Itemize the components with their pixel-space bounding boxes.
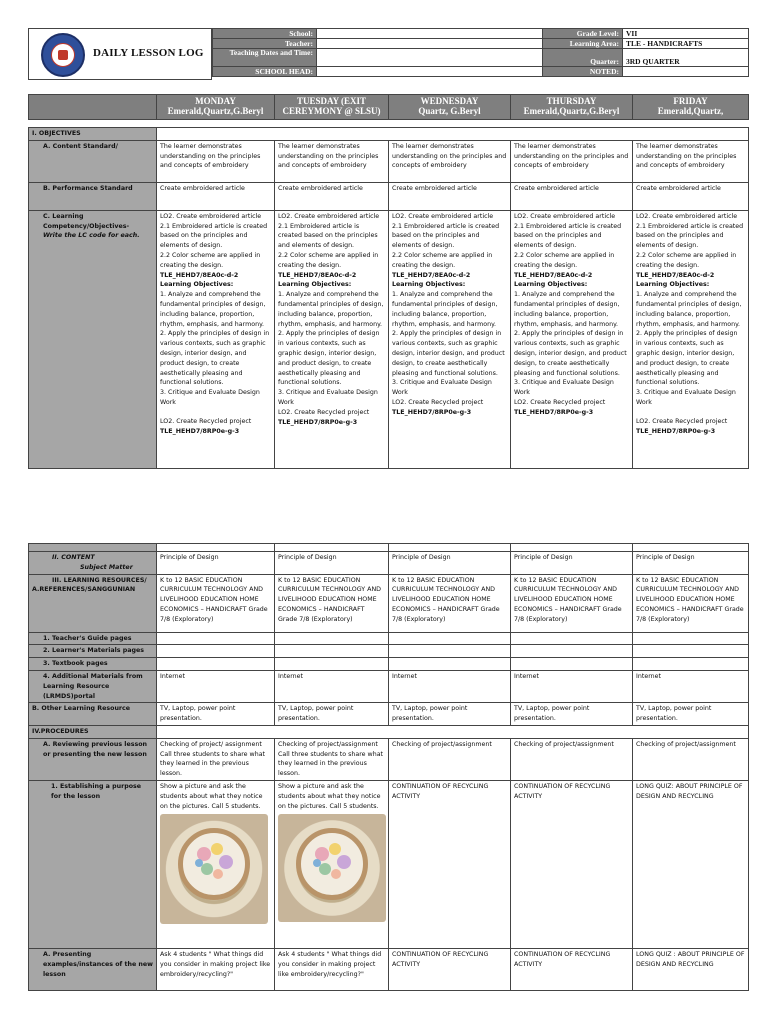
teacher-field[interactable] <box>317 39 543 49</box>
day-header-thursday <box>511 95 633 120</box>
other-resource-cell: TV, Laptop, power point presentation. <box>633 703 749 726</box>
lo2-item: 2.2 Color scheme are applied in creating the design. <box>636 251 737 269</box>
competency-cell-wednesday <box>389 210 511 468</box>
content-label <box>29 552 157 575</box>
presenting-label: A. Presenting examples/instances of the new lesson <box>29 948 157 990</box>
objective-item: 2. Apply the principles of design in various contexts, such as graphic design, interior design, and product design, to create aesthetically pleasing and functional solutions. <box>636 330 738 387</box>
purpose-cell-friday: LONG QUIZ: ABOUT PRINCIPLE OF DESIGN AND RECYCLING <box>633 780 749 948</box>
lesson-table <box>28 543 749 991</box>
lo2-recycled: LO2. Create Recycled project <box>278 408 370 416</box>
review-cell: Checking of project/assignment <box>389 738 511 780</box>
day-name: FRIDAY <box>673 96 708 106</box>
lo2-title: LO2. Create embroidered article <box>636 212 738 220</box>
other-resource-label: B. Other Learning Resource <box>29 703 157 726</box>
content-cell: Principle of Design <box>633 552 749 575</box>
content-standard-cell: The learner demonstrates understanding on the principles and concepts of embroidery <box>275 140 389 182</box>
quarter-value[interactable]: 3RD QUARTER <box>623 49 749 67</box>
objectives-table <box>28 127 749 469</box>
review-cell: Checking of project/ assignment Call three students to share what they learned in the previous lesson. <box>157 738 275 780</box>
additional-materials-label: 4. Additional Materials from Learning Resource (LRMDS)portal <box>29 670 157 702</box>
objective-item: 3. Critique and Evaluate Design Work <box>636 389 736 406</box>
day-header-wednesday <box>389 95 511 120</box>
content-standard-cell: The learner demonstrates understanding on the principles and concepts of embroidery <box>511 140 633 182</box>
noted-field[interactable] <box>623 67 749 77</box>
references-cell: K to 12 BASIC EDUCATION CURRICULUM TECHNOLOGY AND LIVELIHOOD EDUCATION HOME ECONOMICS – HANDICRAFT Grade 7/8 (Exploratory) <box>633 574 749 632</box>
page-title: DAILY LESSON LOG <box>93 47 204 59</box>
content-standard-cell: The learner demonstrates understanding on the principles and concepts of embroidery <box>633 140 749 182</box>
objective-item: 1. Analyze and comprehend the fundamental principles of design, including balance, proportion, rhythm, emphasis, and harmony. <box>514 291 620 328</box>
day-section: Emerald,Quartz,G.Beryl <box>523 106 620 116</box>
day-section: Quartz, G.Beryl <box>418 106 481 116</box>
learning-area-value[interactable]: TLE - HANDICRAFTS <box>623 39 749 49</box>
learning-objectives-label: Learning Objectives: <box>160 281 234 289</box>
purpose-label: 1. Establishing a purpose for the lesson <box>29 780 157 948</box>
lo2-title: LO2. Create embroidered article <box>392 212 494 220</box>
content-standard-cell: The learner demonstrates understanding on the principles and concepts of embroidery <box>157 140 275 182</box>
content-standard-label: A. Content Standard/ <box>29 140 157 182</box>
content-standard-cell: The learner demonstrates understanding on the principles and concepts of embroidery <box>389 140 511 182</box>
day-name: TUESDAY (EXIT <box>296 96 367 106</box>
objectives-heading: I. OBJECTIVES <box>29 128 157 141</box>
content-cell: Principle of Design <box>157 552 275 575</box>
content-sublabel: Subject Matter <box>80 563 133 571</box>
content-cell: Principle of Design <box>275 552 389 575</box>
lc-code: TLE_HEHD7/8RP0e-g-3 <box>392 408 472 416</box>
presenting-cell: Ask 4 students " What things did you consider in making project like embroidery/recycling?" <box>157 948 275 990</box>
lo2-item: 2.2 Color scheme are applied in creating the design. <box>392 251 493 269</box>
school-field[interactable] <box>317 29 543 39</box>
lc-code: TLE_HEHD7/8EA0c-d-2 <box>278 271 357 279</box>
lo2-item: 2.1 Embroidered article is created based on the principles and elements of design. <box>278 222 378 250</box>
objective-item: 1. Analyze and comprehend the fundamental principles of design, including balance, proportion, rhythm, emphasis, and harmony. <box>160 291 266 328</box>
lo2-title: LO2. Create embroidered article <box>160 212 262 220</box>
purpose-cell-monday <box>157 780 275 948</box>
lo2-recycled: LO2. Create Recycled project <box>160 417 252 425</box>
lc-code: TLE_HEHD7/8EA0c-d-2 <box>636 271 715 279</box>
learners-materials-label: 2. Learner's Materials pages <box>29 645 157 658</box>
school-label: School: <box>213 29 317 39</box>
day-header-tuesday <box>275 95 389 120</box>
performance-standard-cell: Create embroidered article <box>389 182 511 210</box>
purpose-text: Show a picture and ask the students about what they notice on the pictures. Call 5 students. <box>160 782 263 810</box>
day-header-row <box>28 94 749 120</box>
day-name: WEDNESDAY <box>420 96 479 106</box>
lo2-recycled: LO2. Create Recycled project <box>514 398 606 406</box>
review-label: A. Reviewing previous lesson or presenting the new lesson <box>29 738 157 780</box>
deped-seal-icon <box>41 33 85 77</box>
learning-objectives-label: Learning Objectives: <box>514 281 588 289</box>
competency-cell-monday <box>157 210 275 468</box>
day-name: THURSDAY <box>546 96 597 106</box>
references-cell: K to 12 BASIC EDUCATION CURRICULUM TECHNOLOGY AND LIVELIHOOD EDUCATION HOME ECONOMICS – HANDICRAFT Grade 7/8 (Exploratory) <box>275 574 389 632</box>
learning-objectives-label: Learning Objectives: <box>392 281 466 289</box>
lc-code: TLE_HEHD7/8RP0e-g-3 <box>160 427 240 435</box>
performance-standard-cell: Create embroidered article <box>633 182 749 210</box>
presenting-cell: LONG QUIZ : ABOUT PRINCIPLE OF DESIGN AND RECYCLING <box>633 948 749 990</box>
logo-box <box>28 28 212 80</box>
competency-label-text: C. Learning Competency/Objectives- <box>43 212 130 230</box>
objective-item: 3. Critique and Evaluate Design Work <box>278 389 378 406</box>
embroidery-hoop-photo <box>278 814 386 922</box>
presenting-cell: CONTINUATION OF RECYCLING ACTIVITY <box>389 948 511 990</box>
presenting-cell: CONTINUATION OF RECYCLING ACTIVITY <box>511 948 633 990</box>
review-cell: Checking of project/assignment <box>633 738 749 780</box>
teaching-dates-field[interactable] <box>317 49 543 67</box>
objective-item: 3. Critique and Evaluate Design Work <box>514 379 614 397</box>
competency-label <box>29 210 157 468</box>
lo2-item: 2.1 Embroidered article is created based on the principles and elements of design. <box>514 222 622 250</box>
references-cell: K to 12 BASIC EDUCATION CURRICULUM TECHNOLOGY AND LIVELIHOOD EDUCATION HOME ECONOMICS – HANDICRAFT Grade 7/8 (Exploratory) <box>511 574 633 632</box>
performance-standard-label: B. Performance Standard <box>29 182 157 210</box>
lc-code: TLE_HEHD7/8EA0c-d-2 <box>160 271 239 279</box>
objective-item: 2. Apply the principles of design in various contexts, such as graphic design, interior design, and product design, to create aesthetically pleasing and functional solutions. <box>160 330 270 387</box>
competency-cell-thursday <box>511 210 633 468</box>
lo2-title: LO2. Create embroidered article <box>514 212 616 220</box>
noted-label: NOTED: <box>543 67 623 77</box>
competency-cell-tuesday <box>275 210 389 468</box>
performance-standard-cell: Create embroidered article <box>511 182 633 210</box>
teachers-guide-label: 1. Teacher's Guide pages <box>29 632 157 645</box>
additional-materials-cell: Internet <box>633 670 749 702</box>
objective-item: 3. Critique and Evaluate Design Work <box>160 389 260 406</box>
grade-level-value[interactable]: VII <box>623 29 749 39</box>
lo2-item: 2.1 Embroidered article is created based on the principles and elements of design. <box>160 222 268 250</box>
purpose-cell-tuesday <box>275 780 389 948</box>
teaching-dates-label: Teaching Dates and Time: <box>213 49 317 67</box>
competency-label-note: Write the LC code for each. <box>43 232 140 240</box>
log-header <box>28 28 748 80</box>
content-cell: Principle of Design <box>389 552 511 575</box>
lo2-recycled: LO2. Create Recycled project <box>392 398 484 406</box>
resources-label-text: III. LEARNING RESOURCES/ <box>52 576 147 584</box>
textbook-label: 3. Textbook pages <box>29 658 157 671</box>
objective-item: 3. Critique and Evaluate Design Work <box>392 379 492 397</box>
purpose-cell-thursday: CONTINUATION OF RECYCLING ACTIVITY <box>511 780 633 948</box>
references-label-text: A.REFERENCES/SANGGUNIAN <box>32 586 136 594</box>
grade-level-label: Grade Level: <box>543 29 623 39</box>
lc-code: TLE_HEHD7/8RP0e-g-3 <box>636 427 716 435</box>
purpose-text: Show a picture and ask the students about what they notice on the pictures. Call 5 students. <box>278 782 381 810</box>
review-cell: Checking of project/assignment Call three students to share what they learned in the previous lesson. <box>275 738 389 780</box>
objective-item: 1. Analyze and comprehend the fundamental principles of design, including balance, proportion, rhythm, emphasis, and harmony. <box>636 291 742 328</box>
content-label-text: II. CONTENT <box>52 554 95 561</box>
learning-objectives-label: Learning Objectives: <box>278 281 352 289</box>
lc-code: TLE_HEHD7/8EA0c-d-2 <box>392 271 471 279</box>
additional-materials-cell: Internet <box>389 670 511 702</box>
day-section: Emerald,Quartz, <box>657 106 724 116</box>
day-header-blank <box>29 95 157 120</box>
learning-objectives-label: Learning Objectives: <box>636 281 710 289</box>
day-header-monday <box>157 95 275 120</box>
teacher-label: Teacher: <box>213 39 317 49</box>
objectives-heading-fill <box>157 128 749 141</box>
other-resource-cell: TV, Laptop, power point presentation. <box>389 703 511 726</box>
embroidery-hoop-photo <box>160 814 268 924</box>
quarter-label: Quarter: <box>543 49 623 67</box>
lo2-item: 2.1 Embroidered article is created based on the principles and elements of design. <box>636 222 744 250</box>
lc-code: TLE_HEHD7/8RP0e-g-3 <box>278 418 358 426</box>
objective-item: 1. Analyze and comprehend the fundamental principles of design, including balance, proportion, rhythm, emphasis, and harmony. <box>278 291 384 328</box>
lo2-recycled: LO2. Create Recycled project <box>636 417 728 425</box>
other-resource-cell: TV, Laptop, power point presentation. <box>275 703 389 726</box>
content-cell: Principle of Design <box>511 552 633 575</box>
lo2-item: 2.2 Color scheme are applied in creating the design. <box>278 251 379 269</box>
purpose-cell-wednesday: CONTINUATION OF RECYCLING ACTIVITY <box>389 780 511 948</box>
other-resource-cell: TV, Laptop, power point presentation. <box>511 703 633 726</box>
day-header-friday <box>633 95 749 120</box>
lo2-item: 2.2 Color scheme are applied in creating the design. <box>514 251 615 269</box>
additional-materials-cell: Internet <box>511 670 633 702</box>
lo2-item: 2.2 Color scheme are applied in creating the design. <box>160 251 261 269</box>
additional-materials-cell: Internet <box>157 670 275 702</box>
learning-area-label: Learning Area: <box>543 39 623 49</box>
additional-materials-cell: Internet <box>275 670 389 702</box>
other-resource-cell: TV, Laptop, power point presentation. <box>157 703 275 726</box>
references-cell: K to 12 BASIC EDUCATION CURRICULUM TECHNOLOGY AND LIVELIHOOD EDUCATION HOME ECONOMICS – HANDICRAFT Grade 7/8 (Exploratory) <box>157 574 275 632</box>
day-name: MONDAY <box>195 96 236 106</box>
objective-item: 2. Apply the principles of design in various contexts, such as graphic design, interior design, and product design, to create aesthetically pleasing and functional solutions. <box>392 330 505 377</box>
lc-code: TLE_HEHD7/8EA0c-d-2 <box>514 271 593 279</box>
review-cell: Checking of project/assignment <box>511 738 633 780</box>
lc-code: TLE_HEHD7/8RP0e-g-3 <box>514 408 594 416</box>
objective-item: 2. Apply the principles of design in various contexts, such as graphic design, interior design, and product design, to create aesthetically pleasing and functional solutions. <box>514 330 627 377</box>
references-label <box>29 574 157 632</box>
performance-standard-cell: Create embroidered article <box>157 182 275 210</box>
procedures-heading: IV.PROCEDURES <box>29 725 157 738</box>
lo2-item: 2.1 Embroidered article is created based on the principles and elements of design. <box>392 222 500 250</box>
presenting-cell: Ask 4 students " What things did you consider in making project like embroidery/recycling?" <box>275 948 389 990</box>
school-head-label: SCHOOL HEAD: <box>213 67 317 77</box>
objective-item: 1. Analyze and comprehend the fundamental principles of design, including balance, proportion, rhythm, emphasis, and harmony. <box>392 291 498 328</box>
references-cell: K to 12 BASIC EDUCATION CURRICULUM TECHNOLOGY AND LIVELIHOOD EDUCATION HOME ECONOMICS – HANDICRAFT Grade 7/8 (Exploratory) <box>389 574 511 632</box>
school-head-field[interactable] <box>317 67 543 77</box>
day-section: Emerald,Quartz,G.Beryl <box>167 106 264 116</box>
lo2-title: LO2. Create embroidered article <box>278 212 380 220</box>
day-section: CEREYMONY @ SLSU) <box>282 106 381 116</box>
performance-standard-cell: Create embroidered article <box>275 182 389 210</box>
competency-cell-friday <box>633 210 749 468</box>
objective-item: 2. Apply the principles of design in various contexts, such as graphic design, interior design, and product design, to create aesthetically pleasing and functional solutions. <box>278 330 380 387</box>
header-info-table <box>212 28 749 77</box>
